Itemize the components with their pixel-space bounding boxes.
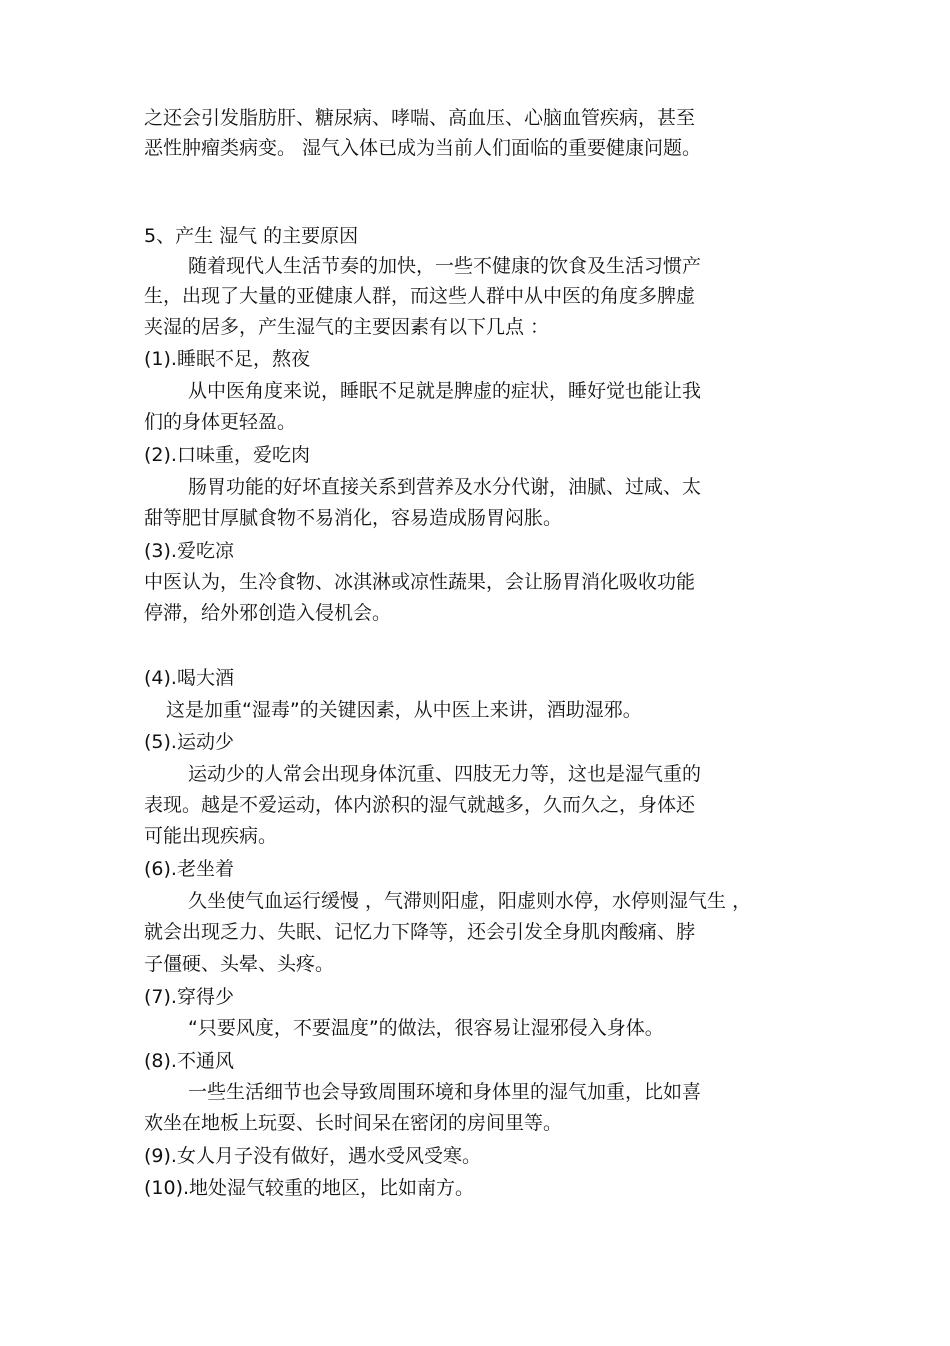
item-8-title: (8).不通风 (144, 1050, 234, 1072)
item-5-line-1: 运动少的人常会出现身体沉重、四肢无力等，这也是湿气重的 (188, 763, 702, 785)
intro-line-1: 之还会引发脂肪肝、糖尿病、哮喘、高血压、心脑血管疾病，甚至 (144, 107, 696, 129)
item-6-line-2: 就会出现乏力、失眠、记忆力下降等，还会引发全身肌肉酸痛、脖 (144, 921, 696, 943)
item-9: (9).女人月子没有做好，遇水受风受寒。 (144, 1145, 481, 1167)
item-10: (10).地处湿气较重的地区，比如南方。 (144, 1177, 475, 1199)
item-6-line-3: 子僵硬、头晕、头疼。 (144, 953, 335, 975)
item-5-title: (5).运动少 (144, 731, 234, 753)
item-3-line-1: 中医认为，生冷食物、冰淇淋或凉性蔬果，会让肠胃消化吸收功能 (144, 571, 696, 593)
item-5-line-3: 可能出现疾病。 (144, 825, 278, 847)
item-2-line-1: 肠胃功能的好坏直接关系到营养及水分代谢，油腻、过咸、太 (188, 476, 702, 498)
item-8-line-2: 欢坐在地板上玩耍、长时间呆在密闭的房间里等。 (144, 1112, 563, 1134)
item-1-title: (1).睡眠不足，熬夜 (144, 348, 310, 370)
item-7-title: (7).穿得少 (144, 986, 234, 1008)
item-4-line-1: 这是加重“湿毒”的关键因素，从中医上来讲，酒助湿邪。 (166, 699, 642, 721)
section-paragraph-line-2: 生，出现了大量的亚健康人群，而这些人群中从中医的角度多脾虚 (144, 285, 696, 307)
item-1-line-2: 们的身体更轻盈。 (144, 411, 297, 433)
item-4-title: (4).喝大酒 (144, 667, 234, 689)
item-7-line-1: “只要风度，不要温度”的做法，很容易让湿邪侵入身体。 (188, 1017, 664, 1039)
intro-line-2: 恶性肿瘤类病变。 湿气入体已成为当前人们面临的重要健康问题。 (144, 137, 702, 159)
item-2-line-2: 甜等肥甘厚腻食物不易消化，容易造成肠胃闷胀。 (144, 507, 563, 529)
item-6-line-1: 久坐使气血运行缓慢 ，气滞则阳虚，阳虚则水停，水停则湿气生 ， (188, 890, 752, 912)
item-3-title: (3).爱吃凉 (144, 540, 234, 562)
item-5-line-2: 表现。越是不爱运动，体内淤积的湿气就越多，久而久之，身体还 (144, 794, 696, 816)
item-6-title: (6).老坐着 (144, 858, 234, 880)
item-8-line-1: 一些生活细节也会导致周围环境和身体里的湿气加重，比如喜 (188, 1081, 702, 1103)
section-paragraph-line-3: 夹湿的居多，产生湿气的主要因素有以下几点 ： (144, 316, 550, 338)
item-2-title: (2).口味重，爱吃肉 (144, 444, 310, 466)
section-heading: 5、产生 湿气 的主要原因 (144, 225, 359, 247)
section-paragraph-line-1: 随着现代人生活节奏的加快，一些不健康的饮食及生活习惯产 (188, 255, 702, 277)
item-3-line-2: 停滞，给外邪创造入侵机会。 (144, 602, 392, 624)
item-1-line-1: 从中医角度来说，睡眠不足就是脾虚的症状，睡好觉也能让我 (188, 380, 702, 402)
